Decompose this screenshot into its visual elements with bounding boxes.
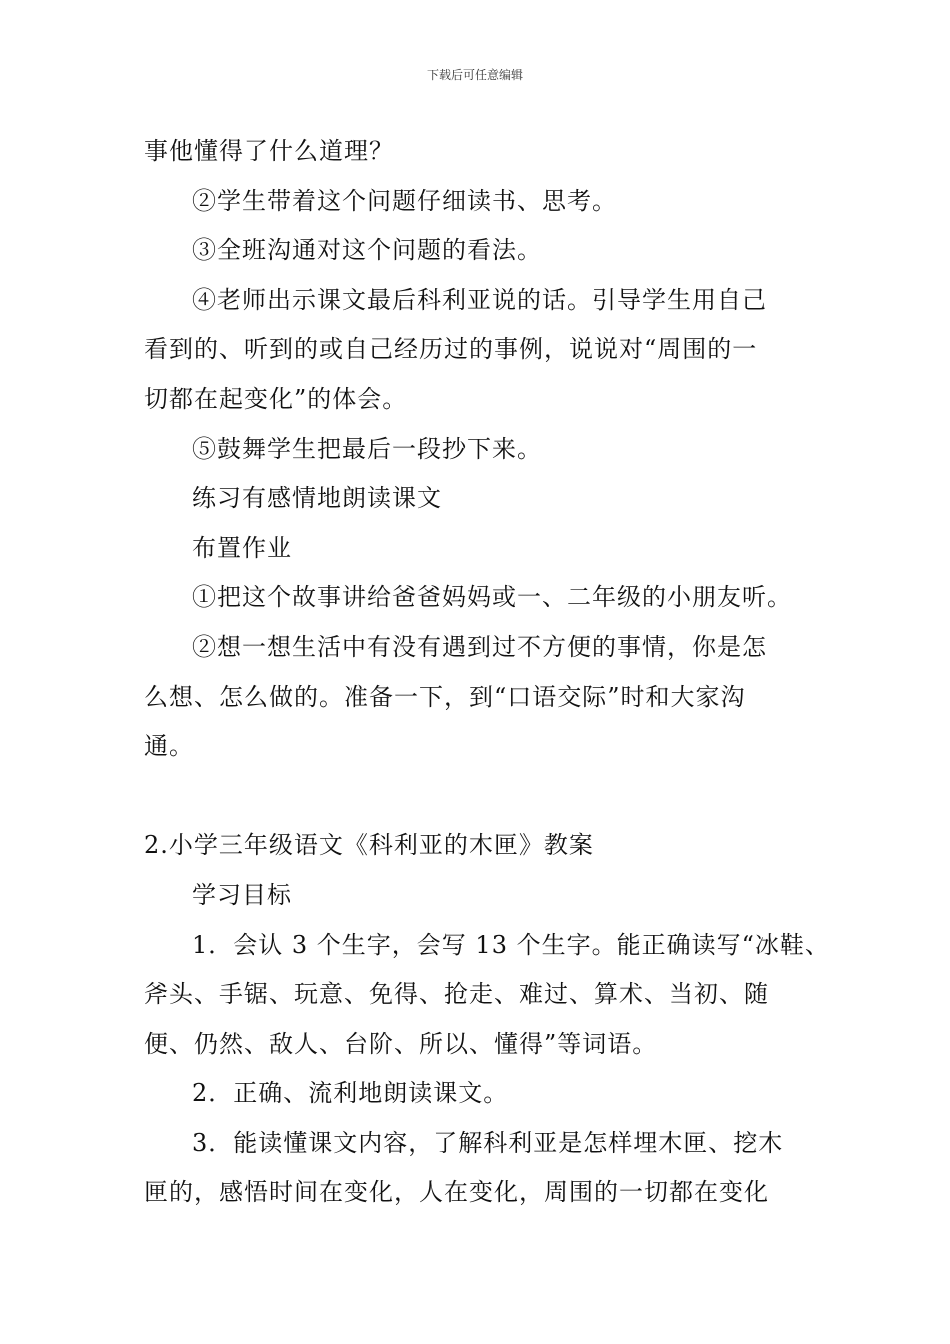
text-line: 切都在起变化”的体会。 — [144, 384, 408, 413]
text-line: ②想一想生活中有没有遇到过不方便的事情，你是怎 — [192, 632, 767, 661]
text-line: 看到的、听到的或自己经历过的事例，说说对“周围的一 — [144, 335, 758, 364]
document-body — [144, 127, 834, 1218]
section-title: 2.小学三年级语文《科利亚的木匣》教案 — [144, 831, 594, 860]
text-line: 匣的，感悟时间在变化，人在变化，周围的一切都在变化 — [144, 1178, 769, 1207]
text-line: ①把这个故事讲给爸爸妈妈或一、二年级的小朋友听。 — [192, 583, 792, 612]
text-line: 练习有感情地朗读课文 — [192, 484, 442, 513]
text-line: ③全班沟通对这个问题的看法。 — [192, 236, 542, 265]
text-line: 2．正确、流利地朗读课文。 — [192, 1079, 509, 1108]
text-line: ②学生带着这个问题仔细读书、思考。 — [192, 186, 617, 215]
text-line: 布置作业 — [192, 533, 292, 562]
text-line: 事他懂得了什么道理？ — [144, 137, 394, 165]
text-line: 斧头、手锯、玩意、免得、抢走、难过、算术、当初、随 — [144, 980, 769, 1009]
text-line: ④老师出示课文最后科利亚说的话。引导学生用自己 — [192, 285, 767, 314]
text-line: 通。 — [144, 732, 194, 761]
text-line: 3．能读懂课文内容，了解科利亚是怎样埋木匣、挖木 — [192, 1128, 784, 1157]
text-line: 学习目标 — [192, 880, 292, 909]
text-line: 便、仍然、敌人、台阶、所以、懂得”等词语。 — [144, 1029, 658, 1058]
text-line: 么想、怎么做的。准备一下，到“口语交际”时和大家沟 — [144, 682, 746, 711]
text-line: 1．会认 3 个生字，会写 13 个生字。能正确读写“冰鞋、 — [192, 930, 830, 959]
text-line: ⑤鼓舞学生把最后一段抄下来。 — [192, 434, 542, 463]
page-header: 下载后可任意编辑 — [426, 68, 523, 82]
blank-line — [144, 772, 834, 822]
